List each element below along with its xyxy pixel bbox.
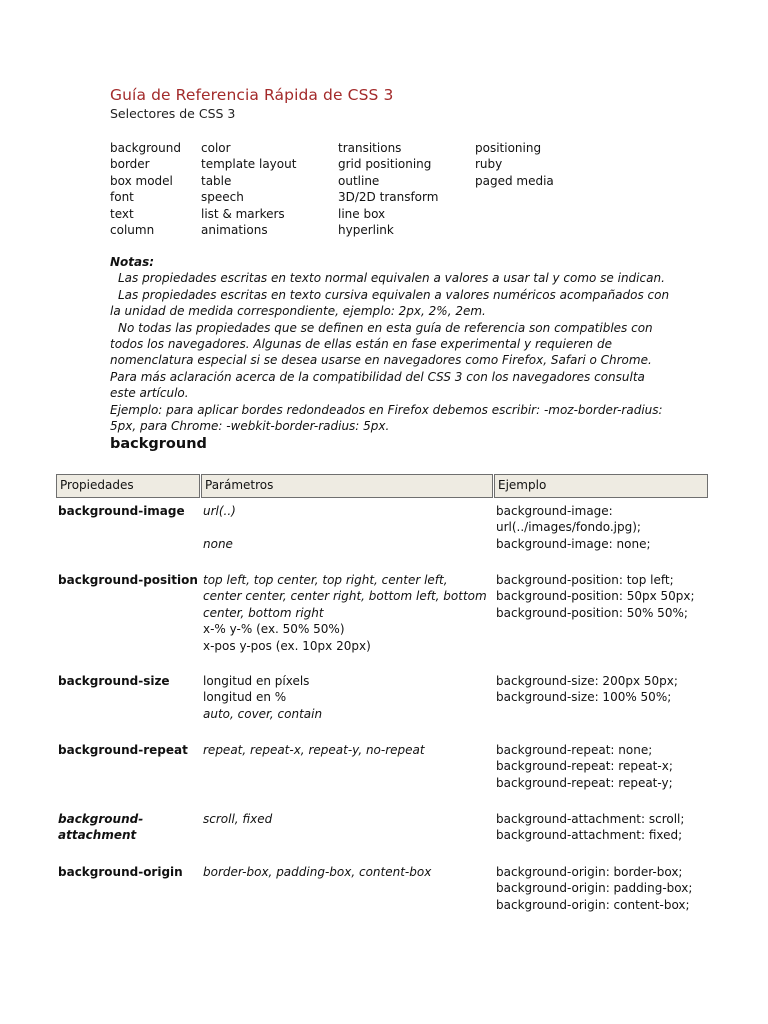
selector-item: transitions	[338, 141, 402, 155]
selector-item: line box	[338, 206, 386, 221]
document-title: Guía de Referencia Rápida de CSS 3	[110, 86, 394, 104]
selector-item: ruby	[475, 157, 503, 172]
selector-item: color	[201, 141, 231, 155]
example-line: background-origin: content-box;	[496, 897, 690, 912]
selector-item: list & markers	[201, 206, 285, 221]
example-line: background-repeat: repeat-y;	[496, 775, 673, 790]
property-examples	[496, 864, 716, 913]
notes-paragraph: No todas las propiedades que se definen en esta guía de referencia son compatibles con todos los navegadores. Algunas de ellas están en fase experimental y requieren de nomenclatura especial si se desea usarse en navegadores como Firefox, Safari o Chrome. Para más aclaración acerca de la compatibilidad del CSS 3 con los navegadores consulta este artículo.	[110, 320, 653, 401]
selector-item: paged media	[475, 173, 554, 188]
selector-item: grid positioning	[338, 157, 432, 172]
property-name: background-image	[58, 504, 185, 518]
section-heading: background	[110, 436, 207, 452]
selector-item: border	[110, 157, 150, 172]
notes-paragraph: Las propiedades escritas en texto normal equivalen a valores a usar tal y como se indican.	[118, 271, 665, 286]
example-line: background-repeat: repeat-x;	[496, 759, 673, 774]
property-parameters	[203, 864, 488, 880]
example-line: background-image: none;	[496, 536, 651, 551]
table-header-properties: Propiedades	[56, 474, 200, 498]
selector-item: hyperlink	[338, 222, 394, 237]
notes-paragraph: Ejemplo: para aplicar bordes redondeados en Firefox debemos escribir: -moz-border-radius: 5px, para Chrome: -webkit-border-radius: 5px.	[110, 402, 663, 434]
selector-item: speech	[201, 190, 244, 205]
example-line: background-position: top left;	[496, 573, 674, 587]
spacer	[203, 519, 488, 535]
property-examples	[496, 742, 716, 791]
parameter-value: scroll, fixed	[203, 812, 273, 826]
example-line: url(../images/fondo.jpg);	[496, 520, 641, 535]
selectors-column-1	[110, 140, 181, 238]
example-line: background-position: 50% 50%;	[496, 605, 688, 620]
parameter-value: longitud en píxels	[203, 674, 310, 688]
table-header-parameters: Parámetros	[201, 474, 493, 498]
property-examples	[496, 503, 716, 552]
property-examples	[496, 811, 716, 844]
example-line: background-repeat: none;	[496, 743, 653, 757]
example-line: background-origin: border-box;	[496, 865, 683, 879]
parameter-value: top left, top center, top right, center left, center center, center right, bottom left, bottom center, bottom right	[203, 573, 487, 620]
parameter-value: auto, cover, contain	[203, 706, 323, 721]
parameter-value: x-% y-% (ex. 50% 50%)	[203, 622, 345, 637]
property-parameters	[203, 572, 488, 654]
example-line: background-attachment: scroll;	[496, 812, 685, 826]
selectors-column-4	[475, 140, 554, 189]
selector-item: table	[201, 173, 232, 188]
property-name: background-size	[58, 674, 170, 688]
parameter-value: longitud en %	[203, 690, 287, 705]
property-name: background-repeat	[58, 743, 188, 757]
notes-block	[110, 254, 670, 434]
notes-heading: Notas:	[110, 255, 155, 269]
property-parameters	[203, 811, 488, 827]
selector-item: font	[110, 190, 134, 205]
notes-paragraph: Las propiedades escritas en texto cursiva equivalen a valores numéricos acompañados con la unidad de medida correspondiente, ejemplo: 2px, 2%, 2em.	[110, 287, 670, 319]
selectors-column-2	[201, 140, 296, 238]
parameter-value: none	[203, 536, 233, 551]
selector-item: column	[110, 222, 155, 237]
parameter-value: repeat, repeat-x, repeat-y, no-repeat	[203, 743, 425, 757]
property-examples	[496, 572, 716, 621]
property-examples	[496, 673, 716, 706]
parameter-value: url(..)	[203, 504, 236, 518]
table-header-example: Ejemplo	[494, 474, 708, 498]
property-parameters	[203, 673, 488, 722]
parameter-value: border-box, padding-box, content-box	[203, 865, 432, 879]
document-subtitle: Selectores de CSS 3	[110, 106, 236, 121]
property-name: background-position	[58, 573, 198, 587]
example-line: background-size: 100% 50%;	[496, 690, 672, 705]
example-line: background-size: 200px 50px;	[496, 674, 678, 688]
selector-item: template layout	[201, 157, 297, 172]
example-line: background-attachment: fixed;	[496, 828, 683, 843]
example-line: background-origin: padding-box;	[496, 881, 693, 896]
property-name: background-origin	[58, 865, 183, 879]
property-parameters	[203, 742, 488, 758]
property-parameters	[203, 503, 488, 552]
selector-item: text	[110, 206, 134, 221]
selector-item: background	[110, 141, 181, 155]
parameter-value: x-pos y-pos (ex. 10px 20px)	[203, 638, 371, 653]
example-line: background-position: 50px 50px;	[496, 589, 695, 604]
selector-item: outline	[338, 173, 380, 188]
selectors-column-3	[338, 140, 438, 238]
property-name: background-attachment	[58, 812, 144, 843]
selector-item: animations	[201, 222, 268, 237]
selector-item: 3D/2D transform	[338, 190, 439, 205]
selector-item: positioning	[475, 141, 542, 155]
example-line: background-image:	[496, 504, 613, 518]
selector-item: box model	[110, 173, 173, 188]
